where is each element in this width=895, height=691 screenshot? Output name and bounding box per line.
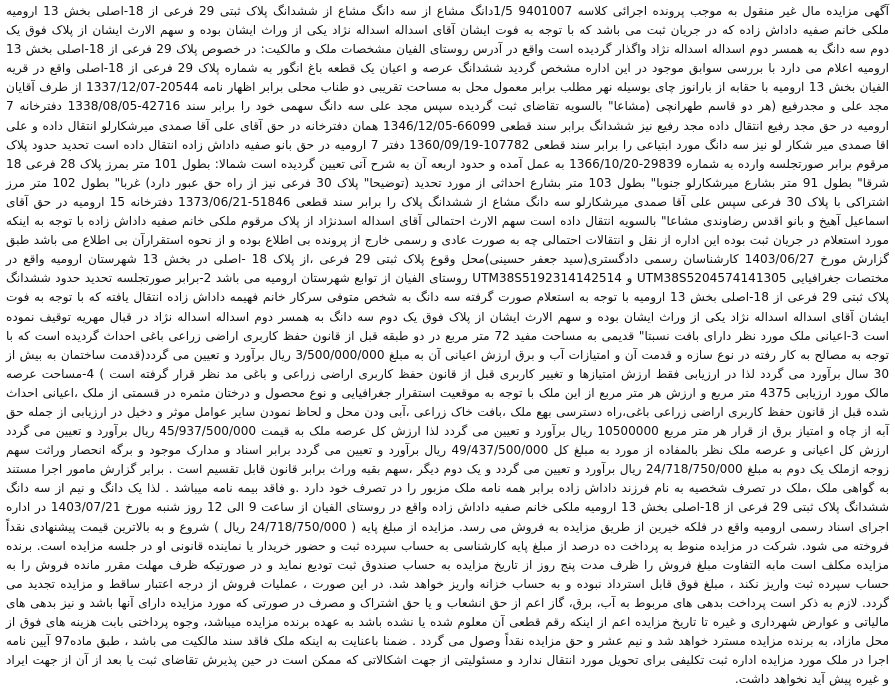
auction-notice-text: آگهی مزایده مال غیر منقول به موجب پرونده اجرائی کلاسه 9401007 1/5دانگ مشاع از سه دانگ مشاع از ششدانگ پلاک ثبتی 29 فرعی از 18-اصلی بخش 13 ارومیه ملکی خانم صفیه داداش زاده که در جریان ثبت می باشد که با توجه به فوت ایشان آقای اسداله اسداله نژاد یکی از وراث ایشان بوده و سهم الارث ایشان از پلاک فوق یک دوم سه دانگ به همسر دوم اسداله اسداله نژاد واگذار گردیده است واقع در آدرس روستای الفیان مشخصات ملک و مالکیت: در خصوص پلاک 29 فرعی از 18-اصلی بخش 13 ارومیه اعلام می دارد با بررسی سوابق موجود در این اداره مشخص گردید ششدانگ عرصه و اعیان یک قطعه باغ انگور به شماره پلاک 29 فرعی از 18-اصلی واقع در قریه الفیان بخش 13 ارومیه با حقابه از بارانوز چای بوسیله نهر مطلب برابر معمول محل به مساحت تقریبی دو طناب محلی برابر اظهار نامه 20544-1337/12/07 از طرف آقایان مجد علی و مجدرفیع (هر دو قاسم طهرانچی (مشاعا" بالسویه تقاضای ثبت گردیده سپس مجد علی سه دانگ سهمی خود را برابر سند 42716-1338/08/05 دفترخانه 7 ارومیه در حق مجد رفیع انتقال داده مجد رفیع نیز ششدانگ برابر سند قطعی 66099-1346/12/05 همان دفترخانه در حق آقای علی آقا صمدی میرشکارلو انتقال داده و علی اقا صمدی میر شکار لو نیز سه دانگ مورد ابتیاعی را برابر سند قطعی 107782-1360/09/19 دفتر 7 ارومیه در حق بانو صفیه داداش زاده انتقال داده است تحدید حدود پلاک مرقوم برابر صورتجلسه وارده به شماره 29839-1366/10/20 به عمل آمده و حدود اربعه آن به شرح آتی تعیین گردیده است شمالا: بطول 101 متر بمرز پلاک 28 فرعی 18 شرقا" بطول 91 متر بشارع میرشکارلو جنوبا" بطول 103 متر بشارع احداثی از مورد تحدید (توضیحا" پلاک 30 فرعی نیز از راه حق عبور دارد) غربا" بطول 102 متر مرز اشتراکی با پلاک 30 فرعی سپس علی آقا صمدی میرشکارلو سه دانگ مشاع از ششدانگ پلاک را برابر سند قطعی 51846-1373/06/21 دفترخانه 15 ارومیه در حق آقای اسماعیل آهیخ و بانو اقدس رضاوندی مشاعا" بالسویه انتقال داده است سهم الارث احتمالی آقای اسداله اسدنژاد از پلاک مرقوم ملکی خانم صفیه داداش زاده با توجه به اینکه مورد استعلام در جریان ثبت بوده این اداره از نقل و انتقالات احتمالی چه به صورت عادی و رسمی خارج از پرونده بی اطلاع بوده و از نحوه استقرارآن بی اطلاع می باشد طبق گزارش مورخ 1403/06/27 کارشناسان رسمی دادگستری(سید جعفر حسینی)محل وقوع پلاک ثبتی 29 فرعی ،از پلاک 18 -اصلی در بخش 13 شهرستان ارومیه واقع در مختصات جغرافیایی UTM38S5204574141305 و UTM38S5192314142514 روستای الفیان از توابع شهرستان ارومیه می باشد 2-برابر صورتجلسه تحدید حدود ششدانگ پلاک ثبتی 29 فرعی از 18-اصلی بخش 13 ارومیه با توجه به استعلام صورت گرفته سه دانگ به شخص متوفی سرکار خانم فهیمه داداش زاده انتقال یافته که با توجه به فوت ایشان آقای اسداله اسداله نژاد یکی از وراث ایشان بوده و سهم الارث ایشان از پلاک فوق یک دوم سه دانگ به همسر دوم اسداله اسداله نژاد در قبال مهریه توقیف نموده است 3-اعیانی ملک مورد نظر دارای بافت نسبتا" قدیمی به مساحت مفید 72 متر مربع در دو طبقه قبل از قانون حفظ کاربری اراضی زراعی باغی احداث گردیده است که با توجه به مصالح به کار رفته در نوع سازه و قدمت آن و امتیازات آب و برق ارزش اعیانی آن به مبلغ 3/500/000/000 ریال برآورد و تعیین می گردد(قدمت ساختمان به بیش از 30 سال برآورد می گردد لذا در ارزیابی فقط ارزش امتیازها و تغییر کاربری قبل از قانون حفظ کاربری اراضی زراعی و باغی مد نظر قرار گرفته است ) 4-مساحت عرصه مالک مورد ارزیابی 4375 متر مربع و ارزش هر متر مربع از این ملک با توجه به موقعیت استقرار جغرافیایی و نوع محصول و درختان مثمره در قسمتی از ملک ،اعیانی احداث شده قبل از قانون حفظ کاربری اراضی زراعی باغی،راه دسترسی بهع ملک ،بافت خاک زراعی ،آبی ودن محل و لحاظ نمودن سایر عوامل موثر و دخیل در ارزیابی از جمله حق آبه از چاه و امتیاز برق از قرار هر متر مربع 10500000 ریال برآورد و تعیین می گردد لذا ارزش کل عرصه ملک به قیمت 45/937/500/000 ریال برآورد و تعیین می گردد ارزش کل اعیانی و عرصه ملک نظر بالمفاده از مورد به مبلغ کل 49/437/500/000 ریال برآورد و تعیین می گردد برابر اسناد و مدارک موجود و برگه انحصار وراثت سهم زوجه ازملک یک دوم به مبلغ 24/718/750/000 ریال برآورد و تعیین می گردد و یک دوم دیگر ،سهم بقیه وراث برابر قانون قابل تقسیم است . برابر گزارش مامور اجرا مستند به گواهی ملک ،ملک در تصرف شخصیه به نام فرزند داداش زاده برابر همه نامه ملک مزبور را در تصرف خود دارد .و فاقد بیمه نامه میباشد . لذا یک دانگ و نیم از سه دانگ ششدانگ پلاک ثبتی 29 فرعی از 18-اصلی بخش 13 ارومیه ملکی خانم صفیه داداش زاده واقع در روستای الفیان از ساعت 9 الی 12 روز شنبه مورخ 1403/07/21 در اداره اجرای اسناد رسمی ارومیه واقع در فلکه خیرین از طریق مزایده به فروش می رسد. مزایده از مبلغ پایه ( 24/718/750/000 ریال ) شروع و به بالاترین قیمت پیشنهادی نقداً فروخته می شود. شرکت در مزایده منوط به پرداخت ده درصد از مبلغ پایه کارشناسی به حساب سپرده ثبت و حضور خریدار یا نماینده قانونی او در جلسه مزایده است. برنده مزایده مکلف است مابه التفاوت مبلغ فروش را ظرف مدت پنج روز از تاریخ مزایده به حساب صندوق ثبت تودیع نماید و در صورتیکه ظرف مهلت مقرر مانده فروش را به حساب سپرده ثبت واریز نکند ، مبلغ فوق قابل استرداد نبوده و به حساب خزانه واریز خواهد شد. در این صورت ، عملیات فروش از درجه اعتبار ساقط و مزایده تجدید می گردد. لازم به ذکر است پرداخت بدهی های مربوط به آب، برق، گاز اعم از حق انشعاب و یا حق اشتراک و مصرف در صورتی که مورد مزایده دارای آنها باشد و نیز بدهی های مالیاتی و عوارض شهرداری و غیره تا تاریخ مزایده اعم از اینکه رقم قطعی آن معلوم شده یا نشده باشد به عهده برنده مزایده میباشد، وجوه پرداختی بابت هزینه های فوق از محل مازاد، به برنده مزایده مسترد خواهد شد و نیم عشر و حق مزایده نقداً وصول می گردد . ضمنا باعنایت به اینکه ملک فاقد سند مالکیت می باشد ، طبق ماده97 آیین نامه اجرا در ملک مورد مزایده اداره ثبت تکلیفی برای تحویل مورد انتقال ندارد و مسئولیتی از جهت اشکالاتی که ممکن است در حین پذیرش تقاضای ثبت یا بعد از آن از جهت ایراد و غیره پیش آید نخواهد داشت. bbox=[6, 4, 890, 687]
